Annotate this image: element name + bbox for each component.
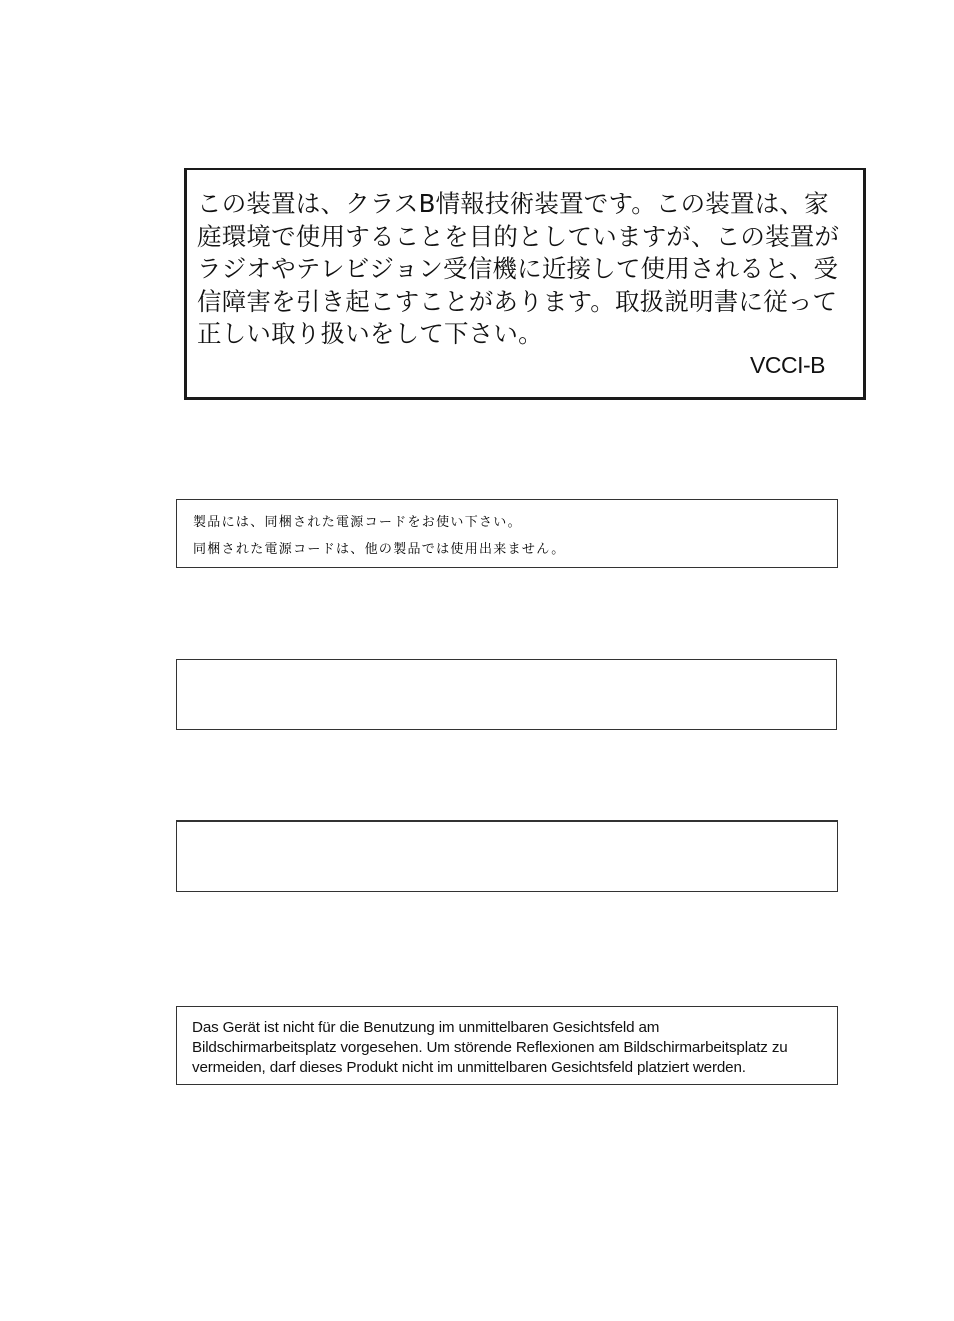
german-notice-box (176, 1006, 838, 1085)
vcci-notice-box (184, 168, 866, 400)
german-notice-line: vermeiden, darf dieses Produkt nicht im unmittelbaren Gesichtsfeld platziert werden. (192, 1059, 746, 1076)
vcci-notice-line: 庭環境で使用することを目的としていますが、この装置が (197, 221, 840, 251)
vcci-notice-line: 信障害を引き起こすことがあります。取扱説明書に従って (197, 286, 838, 316)
power-cord-notice-line: 製品には、同梱された電源コードをお使い下さい。 (193, 515, 522, 530)
vcci-notice-line: 正しい取り扱いをして下さい。 (197, 319, 543, 348)
power-cord-notice-line: 同梱された電源コードは、他の製品では使用出来ません。 (193, 542, 566, 557)
empty-notice-box (176, 659, 837, 730)
german-notice-text (192, 1018, 837, 1078)
vcci-notice-line: この装置は、クラスB情報技術装置です。この装置は、家 (197, 189, 829, 218)
german-notice-line: Bildschirmarbeitsplatz vorgesehen. Um störende Reflexionen am Bildschirmarbeitsplatz zu (192, 1039, 788, 1056)
vcci-code-label: VCCI-B (750, 352, 825, 378)
vcci-notice-line: ラジオやテレビジョン受信機に近接して使用されると、受 (197, 254, 839, 283)
power-cord-notice-box (176, 499, 838, 568)
german-notice-line: Das Gerät ist nicht für die Benutzung im unmittelbaren Gesichtsfeld am (192, 1019, 660, 1036)
empty-notice-box (176, 820, 838, 892)
vcci-notice-text (197, 188, 839, 351)
